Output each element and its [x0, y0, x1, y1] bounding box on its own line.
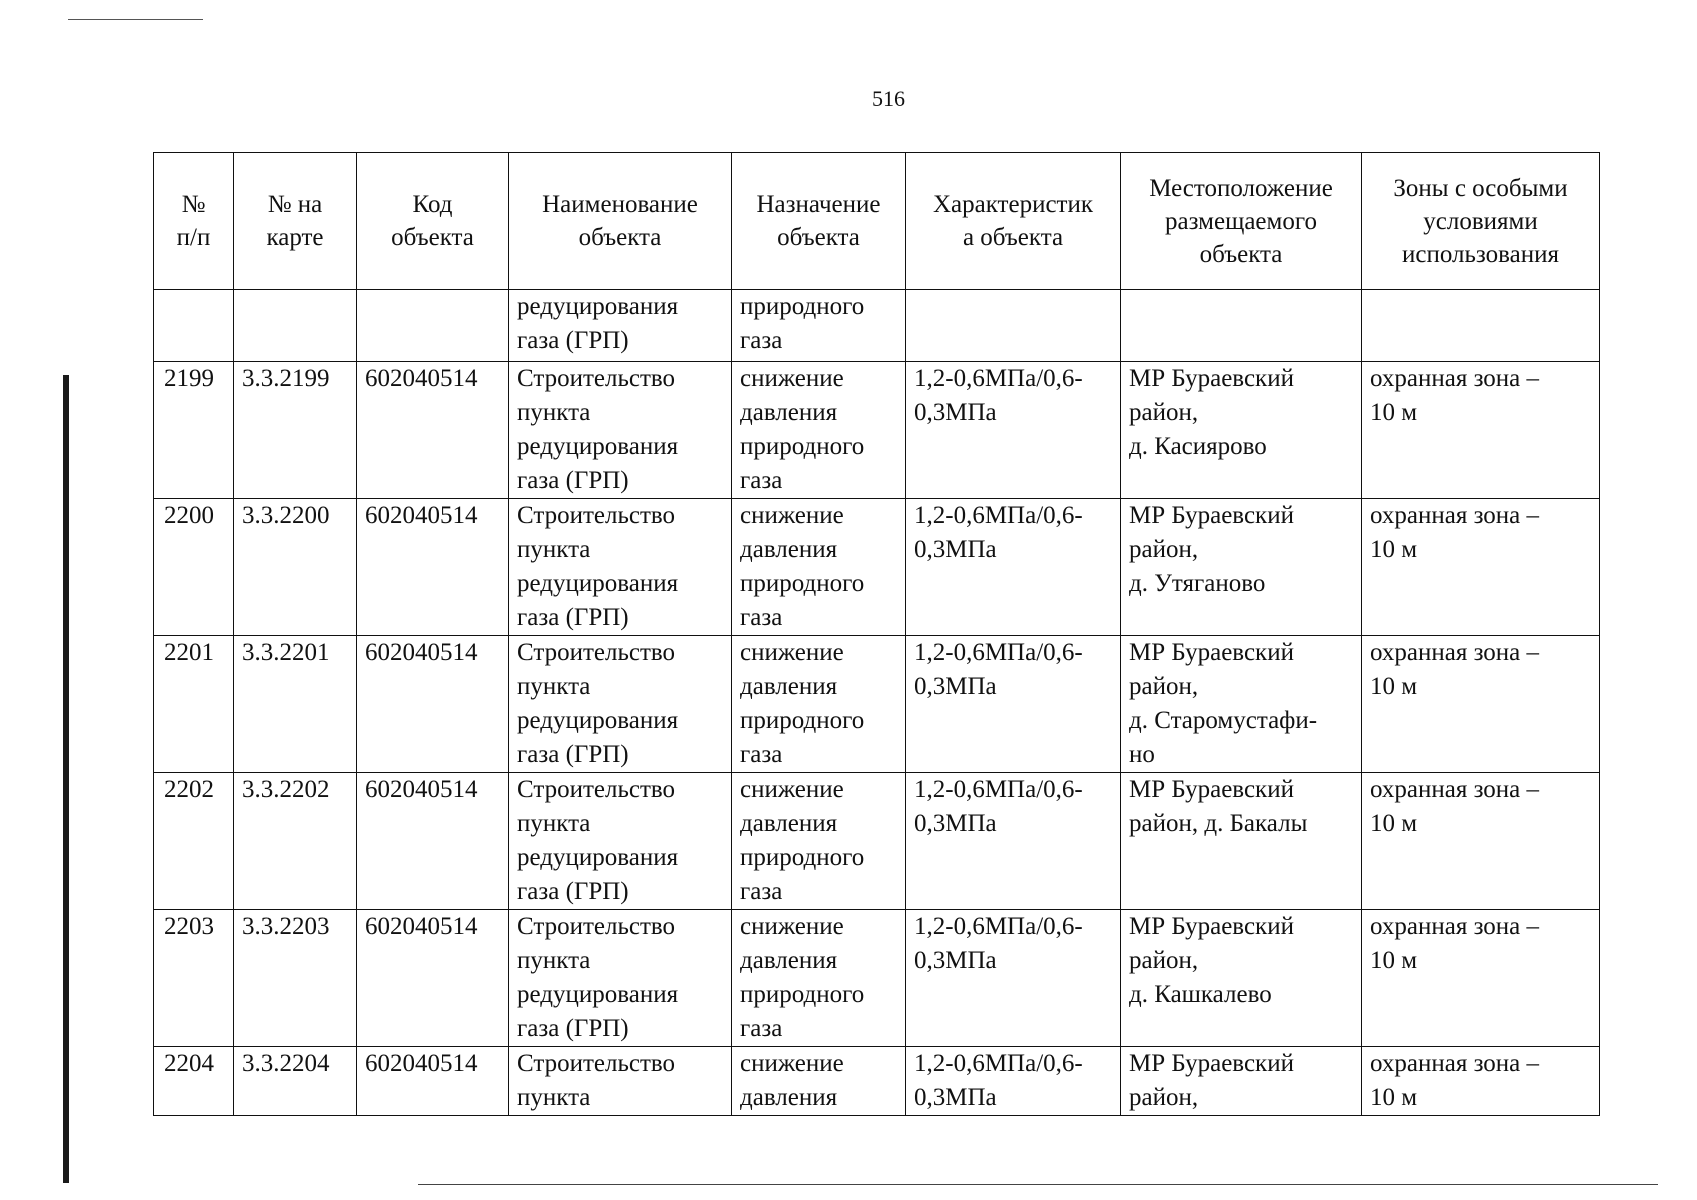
table-cell-zone: охранная зона – 10 м [1362, 910, 1600, 1047]
table-row [154, 499, 1600, 636]
column-header: Код объекта [357, 153, 509, 290]
table-cell-map-no: 3.3.2201 [234, 636, 357, 773]
table-cell-purpose: снижение давления природного газа [732, 910, 906, 1047]
table-cell-code: 602040514 [357, 636, 509, 773]
table-cell-name: Строительство пункта редуцирования газа (ГРП) [509, 636, 732, 773]
table-cell-code: 602040514 [357, 773, 509, 910]
table-cell-purpose: снижение давления природного газа [732, 773, 906, 910]
table-cell-location: МР Бураевский район, д. Бакалы [1121, 773, 1362, 910]
column-header: Наименование объекта [509, 153, 732, 290]
table-cell-name: Строительство пункта редуцирования газа (ГРП) [509, 362, 732, 499]
table-cell-map-no: 3.3.2199 [234, 362, 357, 499]
table-cell-location: МР Бураевский район, д. Кашкалево [1121, 910, 1362, 1047]
table-cell-name: редуцирования газа (ГРП) [509, 290, 732, 362]
table-cell-location: МР Бураевский район, [1121, 1047, 1362, 1116]
table-row [154, 1047, 1600, 1116]
table-row [154, 362, 1600, 499]
table-cell-purpose: снижение давления природного газа [732, 636, 906, 773]
table-cell [1121, 290, 1362, 362]
table-cell-characteristic: 1,2-0,6МПа/0,6- 0,3МПа [906, 1047, 1121, 1116]
table-row [154, 910, 1600, 1047]
table-row [154, 773, 1600, 910]
table-cell-num: 2204 [154, 1047, 234, 1116]
column-header: Характеристик а объекта [906, 153, 1121, 290]
table-cell-num: 2199 [154, 362, 234, 499]
table-cell [1362, 290, 1600, 362]
page-number: 516 [872, 86, 905, 111]
table-cell-zone: охранная зона – 10 м [1362, 362, 1600, 499]
table-row [154, 636, 1600, 773]
table-cell-num: 2200 [154, 499, 234, 636]
column-header: Местоположение размещаемого объекта [1121, 153, 1362, 290]
table-cell-zone: охранная зона – 10 м [1362, 499, 1600, 636]
scan-artifact-line-left [63, 375, 69, 1183]
table-cell-zone: охранная зона – 10 м [1362, 636, 1600, 773]
table-cell-code: 602040514 [357, 362, 509, 499]
table-cell-purpose: снижение давления природного газа [732, 499, 906, 636]
table-cell-map-no: 3.3.2202 [234, 773, 357, 910]
scan-artifact-line-bottom [418, 1184, 1658, 1185]
column-header: № на карте [234, 153, 357, 290]
table-cell [234, 290, 357, 362]
table-cell-num: 2202 [154, 773, 234, 910]
table-header-row [154, 153, 1600, 290]
table-cell-num: 2203 [154, 910, 234, 1047]
table-cell-code: 602040514 [357, 1047, 509, 1116]
table-cell-characteristic: 1,2-0,6МПа/0,6- 0,3МПа [906, 773, 1121, 910]
table-cell-map-no: 3.3.2204 [234, 1047, 357, 1116]
table-cell-purpose: природного газа [732, 290, 906, 362]
column-header: № п/п [154, 153, 234, 290]
table-cell-map-no: 3.3.2203 [234, 910, 357, 1047]
objects-table [153, 152, 1600, 1116]
column-header: Назначение объекта [732, 153, 906, 290]
table-cell-name: Строительство пункта [509, 1047, 732, 1116]
table-cell-name: Строительство пункта редуцирования газа (ГРП) [509, 910, 732, 1047]
table-cell-location: МР Бураевский район, д. Старомустафи- но [1121, 636, 1362, 773]
table-cell-purpose: снижение давления [732, 1047, 906, 1116]
scan-artifact-line-top [68, 19, 203, 20]
table-cell-code: 602040514 [357, 910, 509, 1047]
table-cell-characteristic: 1,2-0,6МПа/0,6- 0,3МПа [906, 499, 1121, 636]
table-cell-location: МР Бураевский район, д. Касиярово [1121, 362, 1362, 499]
table-cell [154, 290, 234, 362]
column-header: Зоны с особыми условиями использования [1362, 153, 1600, 290]
table-cell-purpose: снижение давления природного газа [732, 362, 906, 499]
table-cell-characteristic: 1,2-0,6МПа/0,6- 0,3МПа [906, 636, 1121, 773]
table-cell-name: Строительство пункта редуцирования газа (ГРП) [509, 773, 732, 910]
table-cell-code: 602040514 [357, 499, 509, 636]
table-cell-zone: охранная зона – 10 м [1362, 773, 1600, 910]
table-cell-characteristic: 1,2-0,6МПа/0,6- 0,3МПа [906, 910, 1121, 1047]
table-cell-location: МР Бураевский район, д. Утяганово [1121, 499, 1362, 636]
table-cell [357, 290, 509, 362]
table-cell-num: 2201 [154, 636, 234, 773]
table-cell [906, 290, 1121, 362]
table-cell-name: Строительство пункта редуцирования газа (ГРП) [509, 499, 732, 636]
table-cell-map-no: 3.3.2200 [234, 499, 357, 636]
table-cell-zone: охранная зона – 10 м [1362, 1047, 1600, 1116]
table-cell-characteristic: 1,2-0,6МПа/0,6- 0,3МПа [906, 362, 1121, 499]
table-row-continuation [154, 290, 1600, 362]
